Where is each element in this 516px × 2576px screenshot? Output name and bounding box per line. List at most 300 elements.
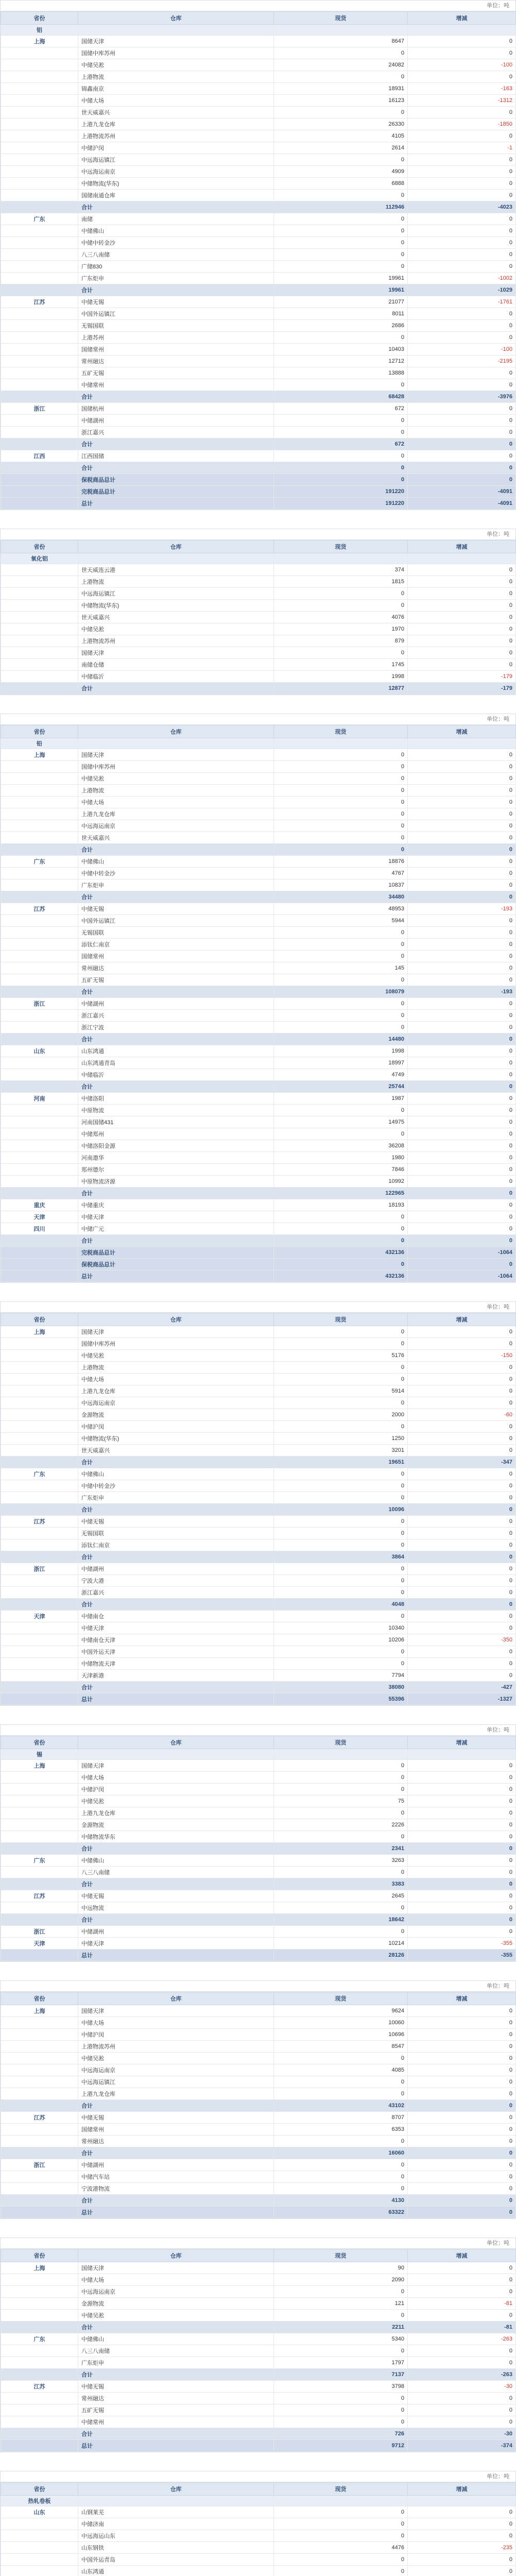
change-cell: 0	[408, 879, 516, 891]
stock-cell: 0	[274, 1397, 408, 1409]
stock-cell: 0	[274, 796, 408, 808]
warehouse-cell: 国储天津	[78, 1760, 274, 1772]
province-cell	[1, 1259, 78, 1270]
stock-cell: 3263	[274, 1855, 408, 1867]
province-cell	[1, 474, 78, 486]
province-cell: 河南	[1, 1093, 78, 1105]
subtotal-row	[1, 1551, 516, 1563]
province-cell: 浙江	[1, 2159, 78, 2171]
province-cell	[1, 130, 78, 142]
stock-cell: 0	[274, 474, 408, 486]
stock-cell: 432136	[274, 1247, 408, 1259]
warehouse-cell: 合计	[78, 1504, 274, 1516]
province-cell: 广东	[1, 2333, 78, 2345]
province-cell	[1, 564, 78, 576]
column-header: 增减	[408, 1736, 516, 1749]
stock-cell: 0	[274, 1772, 408, 1784]
table-row	[1, 2357, 516, 2369]
change-cell: 0	[408, 659, 516, 671]
province-cell	[1, 1784, 78, 1795]
table-row	[1, 1385, 516, 1397]
change-cell: -30	[408, 2428, 516, 2440]
province-cell	[1, 761, 78, 773]
province-cell: 浙江	[1, 403, 78, 415]
warehouse-cell: 合计	[78, 2369, 274, 2381]
inventory-table-card	[0, 714, 516, 1283]
province-cell	[1, 1504, 78, 1516]
change-cell: 0	[408, 166, 516, 178]
change-cell: 0	[408, 36, 516, 47]
change-cell: 0	[408, 154, 516, 166]
stock-cell: 9712	[274, 2440, 408, 2452]
change-cell: 0	[408, 1235, 516, 1247]
stock-cell: 3201	[274, 1445, 408, 1456]
change-cell: 0	[408, 2183, 516, 2195]
province-cell	[1, 284, 78, 296]
stock-cell: 121	[274, 2298, 408, 2310]
stock-cell: 7794	[274, 1670, 408, 1682]
warehouse-cell: 中储湖州	[78, 415, 274, 427]
warehouse-cell: 合计	[78, 462, 274, 474]
change-cell: 0	[408, 1611, 516, 1622]
change-cell: 0	[408, 178, 516, 190]
table-row	[1, 1658, 516, 1670]
warehouse-cell: 中储物流天津	[78, 1658, 274, 1670]
table-row	[1, 761, 516, 773]
province-cell	[1, 671, 78, 683]
warehouse-cell: 上港物流	[78, 1362, 274, 1374]
province-cell	[1, 1480, 78, 1492]
province-cell	[1, 820, 78, 832]
warehouse-cell: 完税商品总计	[78, 486, 274, 498]
stock-cell	[274, 738, 408, 749]
change-cell: 0	[408, 1878, 516, 1890]
warehouse-cell: 中储广元	[78, 1223, 274, 1235]
inventory-table	[1, 1736, 516, 1961]
table-row	[1, 647, 516, 659]
province-cell	[1, 308, 78, 320]
change-cell: -350	[408, 1634, 516, 1646]
warehouse-cell: 国储天津	[78, 36, 274, 47]
table-row	[1, 785, 516, 796]
province-cell	[1, 273, 78, 284]
stock-cell: 0	[274, 1902, 408, 1914]
warehouse-cell: 中国外运镇江	[78, 915, 274, 927]
change-cell: 0	[408, 2017, 516, 2029]
table-row	[1, 1890, 516, 1902]
change-cell: 0	[408, 773, 516, 785]
province-cell	[1, 355, 78, 367]
stock-cell: 0	[274, 2076, 408, 2088]
stock-cell: 21077	[274, 296, 408, 308]
change-cell: 0	[408, 2207, 516, 2218]
warehouse-cell: 天津新港	[78, 1670, 274, 1682]
province-cell	[1, 1397, 78, 1409]
warehouse-cell: 中远海运镇江	[78, 2076, 274, 2088]
stock-cell: 0	[274, 1867, 408, 1878]
table-row	[1, 1516, 516, 1528]
table-row	[1, 332, 516, 344]
table-row	[1, 36, 516, 47]
table-row	[1, 879, 516, 891]
province-cell	[1, 844, 78, 856]
unit-label: 单位：吨	[1, 529, 515, 540]
change-cell: -2195	[408, 355, 516, 367]
province-cell	[1, 1433, 78, 1445]
warehouse-cell: 国储南通仓库	[78, 190, 274, 201]
province-cell	[1, 2274, 78, 2286]
change-cell: 0	[408, 2195, 516, 2207]
table-row	[1, 1539, 516, 1551]
stock-cell: 0	[274, 1105, 408, 1116]
table-row	[1, 154, 516, 166]
warehouse-cell: 国储中库苏州	[78, 761, 274, 773]
change-cell: 0	[408, 588, 516, 600]
stock-cell: 75	[274, 1795, 408, 1807]
province-cell	[1, 2416, 78, 2428]
subtotal-row	[1, 1081, 516, 1093]
change-cell: -193	[408, 986, 516, 998]
warehouse-cell: 中储物流(华东)	[78, 1433, 274, 1445]
stock-cell: 26330	[274, 118, 408, 130]
province-cell	[1, 1456, 78, 1468]
stock-cell: 2090	[274, 2274, 408, 2286]
change-cell: 0	[408, 1468, 516, 1480]
table-row	[1, 2566, 516, 2576]
stock-cell: 0	[274, 1010, 408, 1022]
warehouse-cell: 宁波港物流	[78, 2183, 274, 2195]
province-cell: 江苏	[1, 296, 78, 308]
warehouse-cell: 山东鸿通青岛	[78, 1057, 274, 1069]
stock-cell: 2211	[274, 2321, 408, 2333]
table-row	[1, 1634, 516, 1646]
unit-label: 单位：吨	[1, 1302, 515, 1313]
warehouse-cell: 中储沪闵	[78, 2029, 274, 2041]
change-cell: -374	[408, 2440, 516, 2452]
warehouse-cell: 国储天津	[78, 2005, 274, 2017]
table-row	[1, 671, 516, 683]
warehouse-cell: 常州融达	[78, 962, 274, 974]
warehouse-cell: 八三八南储	[78, 2345, 274, 2357]
warehouse-cell: 五矿无锡	[78, 974, 274, 986]
stock-cell: 2686	[274, 320, 408, 332]
inventory-table	[1, 2249, 516, 2452]
warehouse-cell: 总计	[78, 2440, 274, 2452]
table-row	[1, 1128, 516, 1140]
warehouse-cell: 中储吴淞	[78, 2310, 274, 2321]
province-cell: 上海	[1, 2262, 78, 2274]
warehouse-cell: 中储吴淞	[78, 59, 274, 71]
table-row	[1, 868, 516, 879]
column-header: 现货	[274, 2249, 408, 2262]
province-cell	[1, 1409, 78, 1421]
change-cell: 0	[408, 320, 516, 332]
table-row	[1, 130, 516, 142]
stock-cell: 0	[274, 1807, 408, 1819]
table-row	[1, 1445, 516, 1456]
stock-cell: 0	[274, 2171, 408, 2183]
province-cell	[1, 225, 78, 237]
change-cell: 0	[408, 1528, 516, 1539]
province-cell: 上海	[1, 2005, 78, 2017]
table-row	[1, 2542, 516, 2554]
province-cell	[1, 1670, 78, 1682]
warehouse-cell: 合计	[78, 438, 274, 450]
warehouse-cell: 广东炬申	[78, 2357, 274, 2369]
province-cell	[1, 2124, 78, 2136]
change-cell: 0	[408, 332, 516, 344]
warehouse-cell: 无锡国联	[78, 927, 274, 939]
warehouse-cell: 中储济南	[78, 2518, 274, 2530]
warehouse-cell: 中储大场	[78, 2017, 274, 2029]
warehouse-cell: 完税商品总计	[78, 1247, 274, 1259]
province-cell	[1, 1010, 78, 1022]
stock-cell: 0	[274, 2566, 408, 2576]
warehouse-cell: 合计	[78, 2147, 274, 2159]
warehouse-cell: 上港九龙仓库	[78, 1385, 274, 1397]
warehouse-cell: 中储沪闵	[78, 1421, 274, 1433]
stock-cell: 36208	[274, 1140, 408, 1152]
warehouse-cell: 合计	[78, 1914, 274, 1926]
province-cell	[1, 2393, 78, 2404]
stock-cell: 0	[274, 1223, 408, 1235]
change-cell: 0	[408, 1259, 516, 1270]
column-header: 现货	[274, 1992, 408, 2005]
province-cell	[1, 796, 78, 808]
province-cell	[1, 2566, 78, 2576]
stock-cell: 0	[274, 785, 408, 796]
stock-cell: 0	[274, 1575, 408, 1587]
change-cell: 0	[408, 951, 516, 962]
change-cell: 0	[408, 2506, 516, 2518]
warehouse-cell: 八三八南储	[78, 1867, 274, 1878]
province-cell	[1, 1622, 78, 1634]
table-row	[1, 635, 516, 647]
warehouse-cell: 上港九龙仓库	[78, 2088, 274, 2100]
warehouse-cell: 中储郑州	[78, 1128, 274, 1140]
warehouse-cell: 合计	[78, 1878, 274, 1890]
subtotal-row	[1, 438, 516, 450]
column-header: 现货	[274, 12, 408, 25]
change-cell: 0	[408, 1772, 516, 1784]
change-cell: 0	[408, 2310, 516, 2321]
warehouse-cell: 世天威嘉兴	[78, 612, 274, 623]
table-row	[1, 95, 516, 107]
stock-cell: 1998	[274, 1045, 408, 1057]
province-cell	[1, 249, 78, 261]
subtotal-row	[1, 1188, 516, 1199]
stock-cell: 0	[274, 749, 408, 761]
table-row	[1, 308, 516, 320]
change-cell: 0	[408, 1374, 516, 1385]
province-cell: 广东	[1, 1855, 78, 1867]
stock-cell: 0	[274, 1539, 408, 1551]
stock-cell: 2341	[274, 1843, 408, 1855]
warehouse-cell: 浙江宁波	[78, 1022, 274, 1033]
stock-cell: 0	[274, 588, 408, 600]
stock-cell: 0	[274, 761, 408, 773]
province-cell: 山东	[1, 2506, 78, 2518]
change-cell: 0	[408, 1599, 516, 1611]
warehouse-cell: 国储常州	[78, 951, 274, 962]
table-row	[1, 2298, 516, 2310]
table-row	[1, 47, 516, 59]
warehouse-cell: 浙江嘉兴	[78, 1587, 274, 1599]
change-cell: 0	[408, 71, 516, 83]
warehouse-cell: 锦鑫南京	[78, 83, 274, 95]
table-row	[1, 344, 516, 355]
subtotal-row	[1, 2321, 516, 2333]
table-row	[1, 1350, 516, 1362]
province-cell	[1, 237, 78, 249]
subtotal-row	[1, 1235, 516, 1247]
warehouse-cell: 山东鸿通	[78, 2566, 274, 2576]
change-cell: 0	[408, 2345, 516, 2357]
province-cell	[1, 1843, 78, 1855]
change-cell: 0	[408, 1504, 516, 1516]
table-row	[1, 1480, 516, 1492]
stock-cell: 5340	[274, 2333, 408, 2345]
stock-cell: 34480	[274, 891, 408, 903]
warehouse-cell: 中储大场	[78, 1772, 274, 1784]
change-cell: -100	[408, 59, 516, 71]
subtotal-row	[1, 2100, 516, 2112]
table-row	[1, 142, 516, 154]
stock-cell: 0	[274, 844, 408, 856]
table-row	[1, 2053, 516, 2064]
table-row	[1, 2506, 516, 2518]
province-cell: 铝	[1, 25, 78, 36]
warehouse-cell: 国储天津	[78, 749, 274, 761]
change-cell: 0	[408, 1105, 516, 1116]
unit-label: 单位：吨	[1, 2238, 515, 2249]
banner-row	[1, 25, 516, 36]
province-cell	[1, 1374, 78, 1385]
warehouse-cell: 无锡国联	[78, 1528, 274, 1539]
table-row	[1, 2518, 516, 2530]
warehouse-cell: 保税商品总计	[78, 1259, 274, 1270]
change-cell: -81	[408, 2298, 516, 2310]
warehouse-cell: 中储物流(华东)	[78, 600, 274, 612]
table-row	[1, 1492, 516, 1504]
warehouse-cell: 合计	[78, 1188, 274, 1199]
warehouse-cell: 中储湖州	[78, 1563, 274, 1575]
province-cell: 氧化铝	[1, 553, 78, 564]
province-cell	[1, 1385, 78, 1397]
stock-cell: 0	[274, 998, 408, 1010]
warehouse-cell: 中储湖州	[78, 1926, 274, 1938]
warehouse-cell: 上港苏州	[78, 332, 274, 344]
table-row	[1, 2017, 516, 2029]
province-cell	[1, 1807, 78, 1819]
total-row	[1, 1950, 516, 1961]
warehouse-cell: 总计	[78, 1270, 274, 1282]
warehouse-cell: 南储	[78, 213, 274, 225]
table-row	[1, 2171, 516, 2183]
warehouse-cell: 中储常州	[78, 379, 274, 391]
change-cell: 0	[408, 749, 516, 761]
stock-cell: 0	[274, 1516, 408, 1528]
warehouse-cell: 上港物流苏州	[78, 2041, 274, 2053]
province-cell: 天津	[1, 1211, 78, 1223]
province-cell	[1, 2518, 78, 2530]
province-cell	[1, 332, 78, 344]
province-cell	[1, 635, 78, 647]
subtotal-row	[1, 2428, 516, 2440]
stock-cell: 8547	[274, 2041, 408, 2053]
warehouse-cell: 合计	[78, 284, 274, 296]
province-cell	[1, 1587, 78, 1599]
warehouse-cell: 中远海运南京	[78, 2286, 274, 2298]
stock-cell: 18931	[274, 83, 408, 95]
warehouse-cell: 广东炬申	[78, 273, 274, 284]
change-cell: -1327	[408, 1693, 516, 1705]
warehouse-cell: 上港物流	[78, 576, 274, 588]
warehouse-cell: 中储佛山	[78, 856, 274, 868]
province-cell	[1, 1575, 78, 1587]
unit-label: 单位：吨	[1, 714, 515, 725]
province-cell	[1, 1878, 78, 1890]
inventory-table	[1, 540, 516, 694]
subtotal-row	[1, 1599, 516, 1611]
table-row	[1, 820, 516, 832]
province-cell	[1, 1362, 78, 1374]
subtotal-row	[1, 391, 516, 403]
warehouse-cell: 中国外运天津	[78, 1646, 274, 1658]
warehouse-cell: 总计	[78, 2207, 274, 2218]
warehouse-cell: 中储大场	[78, 1374, 274, 1385]
stock-cell: 0	[274, 2159, 408, 2171]
warehouse-cell: 合计	[78, 891, 274, 903]
province-cell	[1, 2017, 78, 2029]
warehouse-cell: 中储中转金沙	[78, 237, 274, 249]
province-cell	[1, 612, 78, 623]
province-cell	[1, 1551, 78, 1563]
warehouse-cell: 合计	[78, 1235, 274, 1247]
change-cell: 0	[408, 785, 516, 796]
stock-cell: 1980	[274, 1152, 408, 1164]
table-row	[1, 296, 516, 308]
warehouse-cell: 河南国储431	[78, 1116, 274, 1128]
warehouse-cell: 合计	[78, 2195, 274, 2207]
province-cell	[1, 2321, 78, 2333]
stock-cell: 0	[274, 1926, 408, 1938]
stock-cell: 0	[274, 773, 408, 785]
inventory-table	[1, 11, 516, 510]
change-cell: -1850	[408, 118, 516, 130]
change-cell: 0	[408, 2262, 516, 2274]
subtotal-row	[1, 1504, 516, 1516]
table-row	[1, 1807, 516, 1819]
warehouse-cell: 中原物流	[78, 1105, 274, 1116]
warehouse-cell: 合计	[78, 2321, 274, 2333]
stock-cell: 2000	[274, 1409, 408, 1421]
change-cell: 0	[408, 403, 516, 415]
stock-cell: 16123	[274, 95, 408, 107]
stock-cell: 6888	[274, 178, 408, 190]
change-cell: -100	[408, 344, 516, 355]
change-cell: 0	[408, 367, 516, 379]
stock-cell: 19651	[274, 1456, 408, 1468]
total-row	[1, 498, 516, 510]
change-cell: 0	[408, 1211, 516, 1223]
province-cell	[1, 2183, 78, 2195]
warehouse-cell: 世天威连云港	[78, 564, 274, 576]
province-cell	[1, 600, 78, 612]
stock-cell: 0	[274, 71, 408, 83]
stock-cell: 25744	[274, 1081, 408, 1093]
warehouse-cell: 河南遨华	[78, 1152, 274, 1164]
